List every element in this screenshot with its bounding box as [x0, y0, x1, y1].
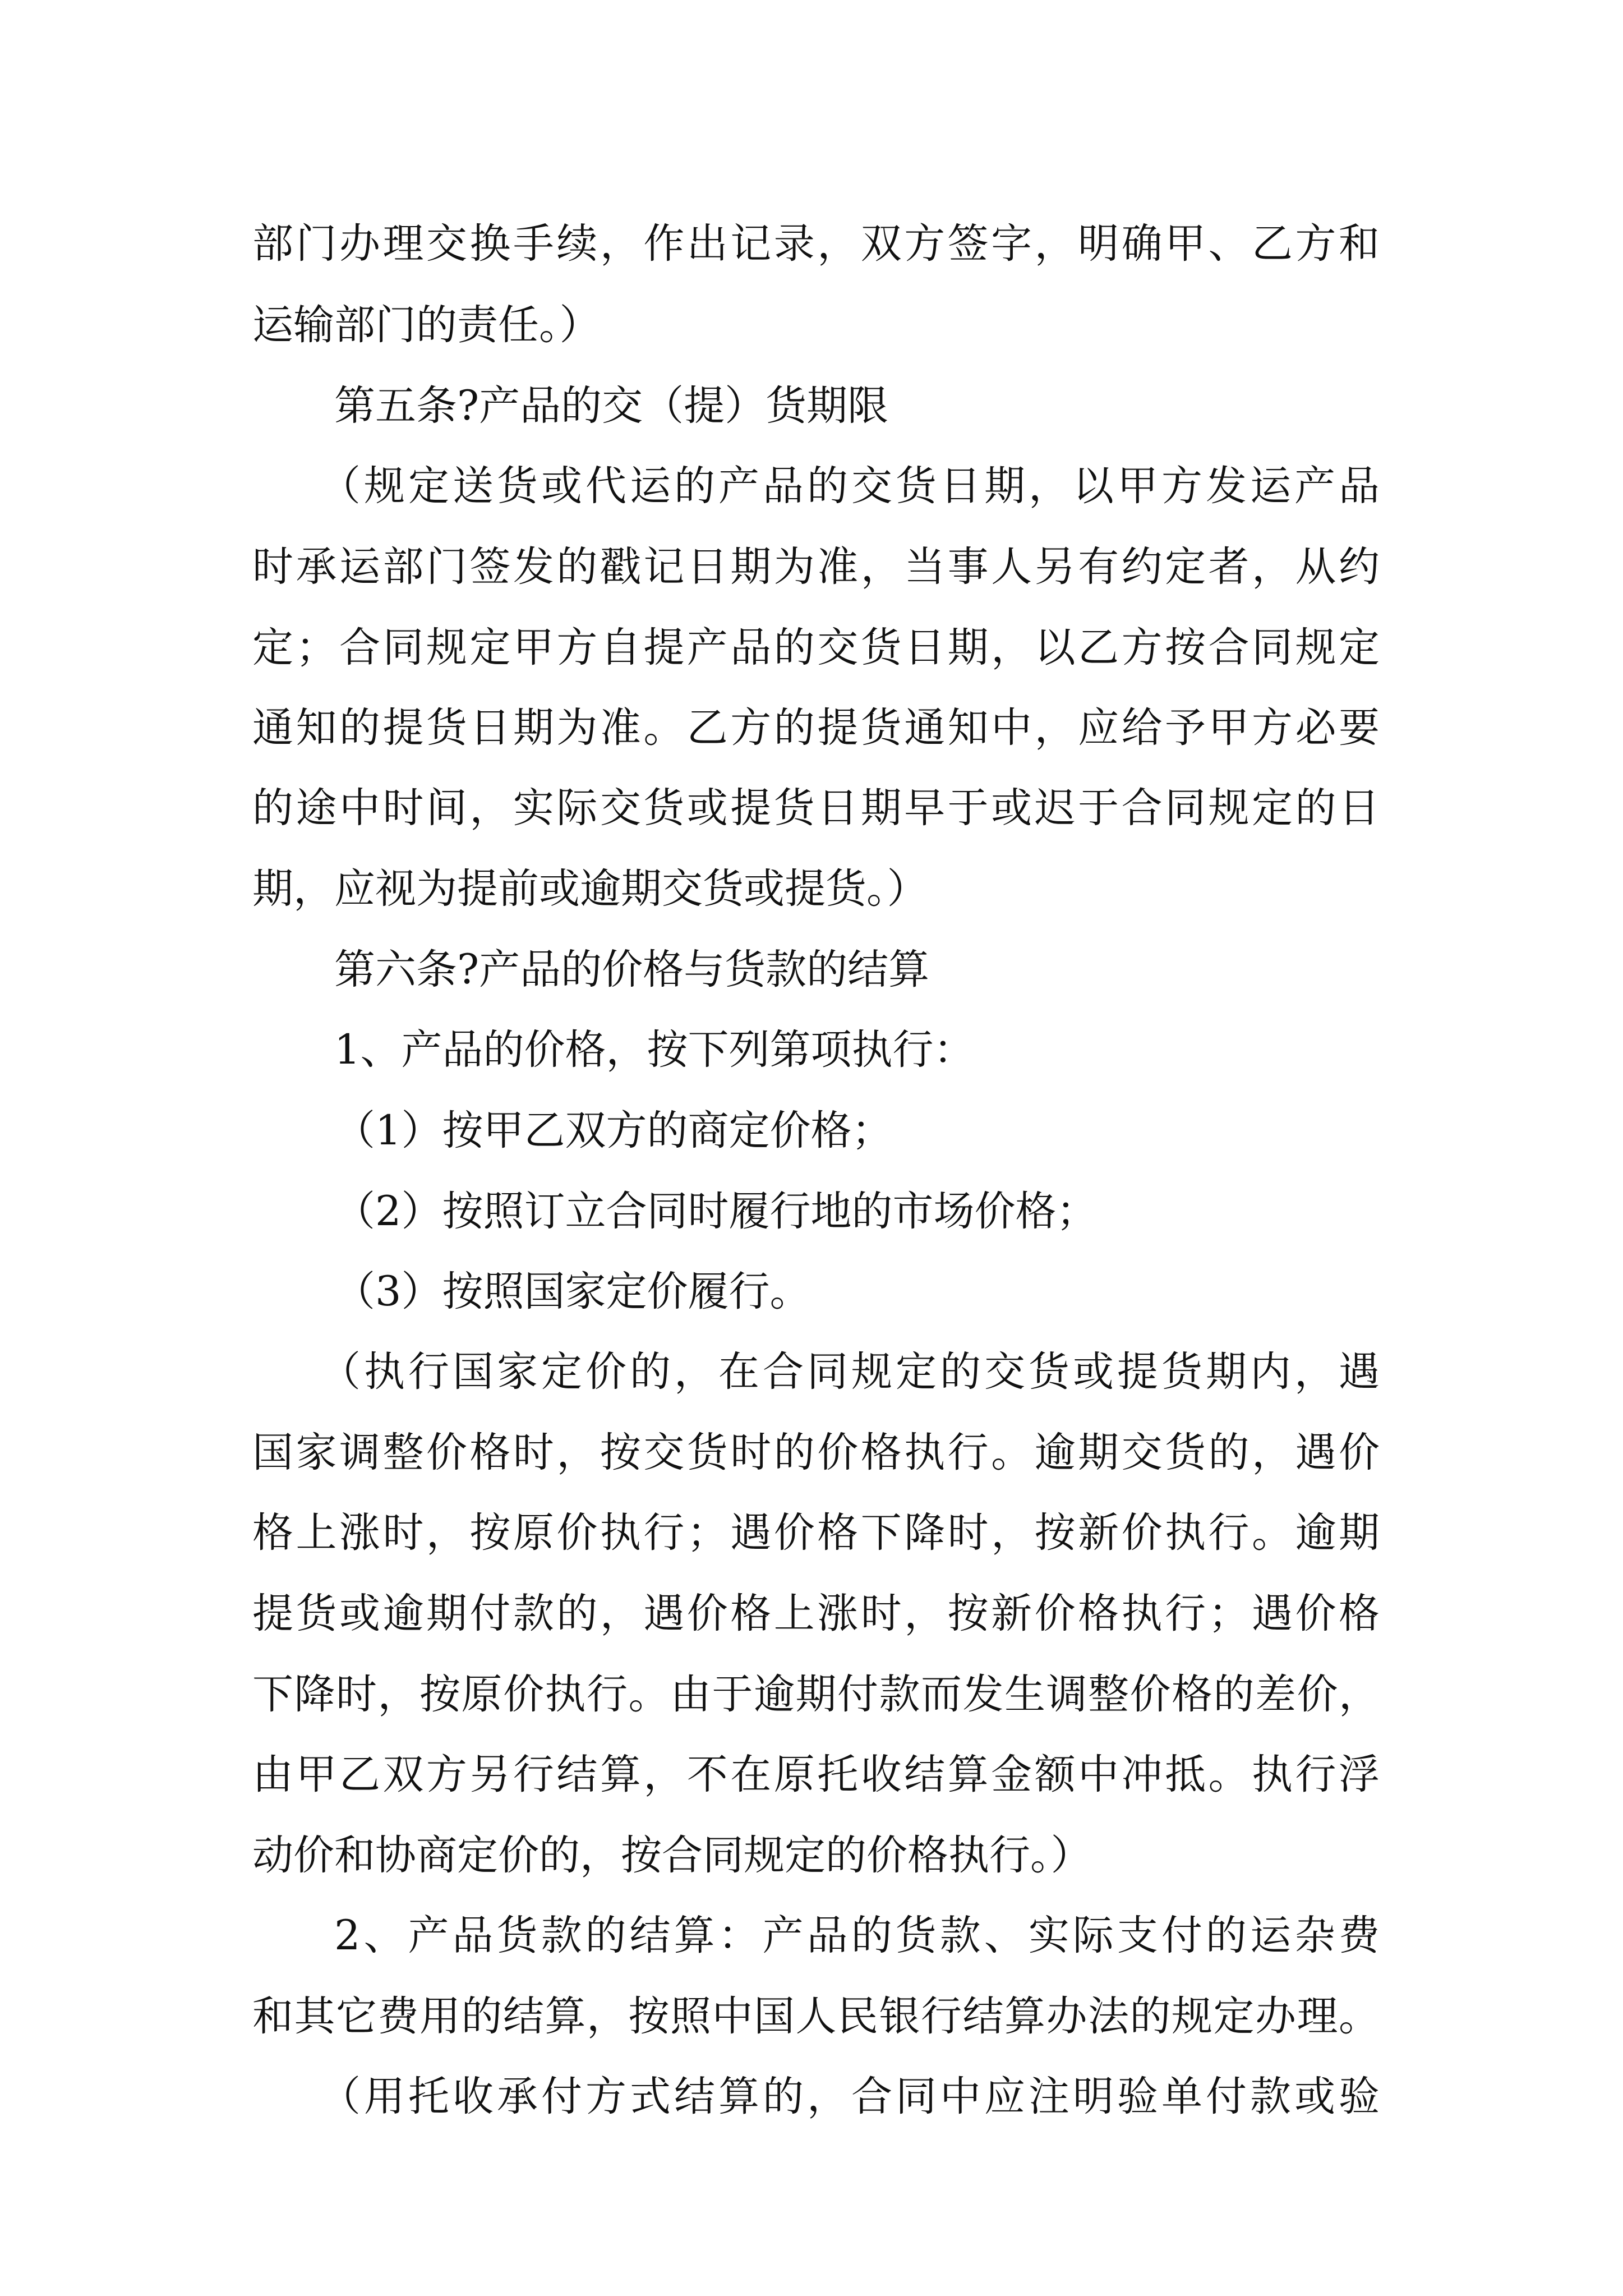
- list-item: （2）按照订立合同时履行地的市场价格；: [334, 1188, 1098, 1235]
- list-item: （3）按照国家定价履行。: [334, 1268, 811, 1315]
- text-line: 国家调整价格时，按交货时的价格执行。逾期交货的，遇价: [252, 1429, 1380, 1476]
- article-heading: 第五条?产品的交（提）货期限: [334, 382, 889, 430]
- text-line: 动价和协商定价的，按合同规定的价格执行。）: [252, 1832, 1092, 1879]
- text-line: 定；合同规定甲方自提产品的交货日期，以乙方按合同规定: [252, 624, 1380, 671]
- text-line: 提货或逾期付款的，遇价格上涨时，按新价格执行；遇价格: [252, 1590, 1380, 1637]
- document-page: [252, 0, 1380, 2296]
- text-line: 1、产品的价格，按下列第项执行：: [334, 1026, 975, 1074]
- text-line: 2、产品货款的结算：产品的货款、实际支付的运杂费: [334, 1912, 1380, 1959]
- article-heading: 第六条?产品的价格与货款的结算: [334, 946, 930, 993]
- text-line: 运输部门的责任。）: [252, 301, 601, 349]
- text-line: 由甲乙双方另行结算，不在原托收结算金额中冲抵。执行浮: [252, 1751, 1380, 1798]
- text-line: 时承运部门签发的戳记日期为准，当事人另有约定者，从约: [252, 543, 1380, 591]
- text-line: （规定送货或代运的产品的交货日期，以甲方发运产品: [320, 462, 1380, 510]
- text-line: （执行国家定价的，在合同规定的交货或提货期内，遇: [320, 1348, 1380, 1396]
- text-line: 格上涨时，按原价执行；遇价格下降时，按新价执行。逾期: [252, 1509, 1380, 1557]
- text-line: 下降时，按原价执行。由于逾期付款而发生调整价格的差价，: [252, 1671, 1380, 1718]
- text-line: 期，应视为提前或逾期交货或提货。）: [252, 865, 928, 913]
- text-line: 的途中时间，实际交货或提货日期早于或迟于合同规定的日: [252, 784, 1380, 832]
- text-line: （用托收承付方式结算的，合同中应注明验单付款或验: [320, 2073, 1380, 2120]
- text-line: 和其它费用的结算，按照中国人民银行结算办法的规定办理。: [252, 1993, 1380, 2040]
- text-line: 部门办理交换手续，作出记录，双方签字，明确甲、乙方和: [252, 220, 1380, 268]
- list-item: （1）按甲乙双方的商定价格；: [334, 1107, 893, 1154]
- text-line: 通知的提货日期为准。乙方的提货通知中，应给予甲方必要: [252, 704, 1380, 752]
